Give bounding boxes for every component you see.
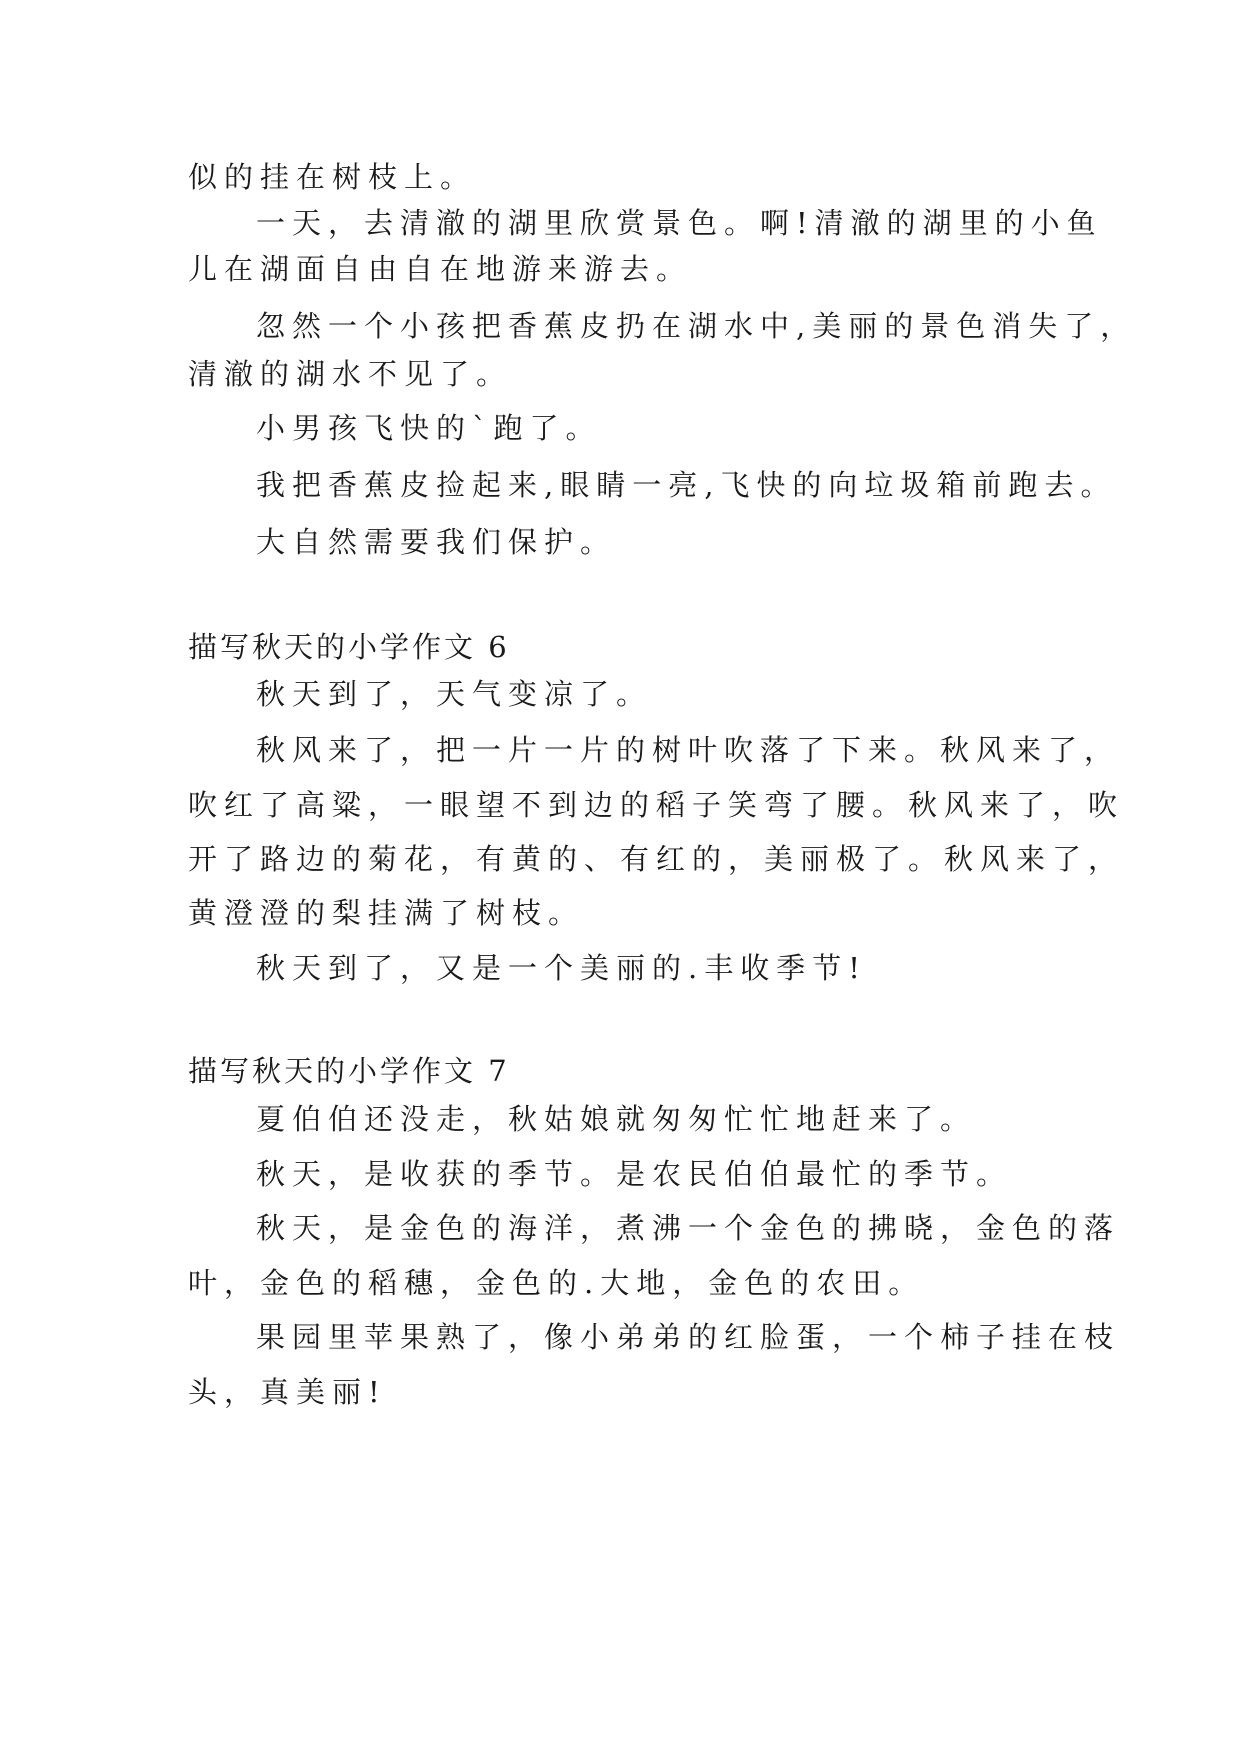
section-heading: 描写秋天的小学作文 7: [188, 1054, 510, 1088]
text-line: 大自然需要我们保护。: [256, 525, 617, 559]
text-line: 叶，金色的稻穗，金色的.大地，金色的农田。: [188, 1266, 925, 1300]
text-line: 似的挂在树枝上。: [188, 160, 477, 194]
text-line: 秋天到了，又是一个美丽的.丰收季节!: [256, 951, 867, 985]
text-line: 清澈的湖水不见了。: [188, 357, 513, 391]
text-line: 果园里苹果熟了，像小弟弟的红脸蛋，一个柿子挂在枝: [256, 1320, 1121, 1354]
text-line: 秋天，是金色的海洋，煮沸一个金色的拂晓，金色的落: [256, 1211, 1121, 1245]
text-line: 头，真美丽!: [188, 1375, 387, 1409]
text-line: 小男孩飞快的`跑了。: [256, 411, 602, 445]
text-line: 一天，去清澈的湖里欣赏景色。啊!清澈的湖里的小鱼: [256, 206, 1103, 240]
text-line: 我把香蕉皮捡起来,眼睛一亮,飞快的向垃圾箱前跑去。: [256, 468, 1117, 502]
section-heading: 描写秋天的小学作文 6: [188, 630, 510, 664]
text-line: 开了路边的菊花，有黄的、有红的，美丽极了。秋风来了，: [188, 842, 1125, 876]
text-line: 儿在湖面自由自在地游来游去。: [188, 252, 693, 286]
text-line: 吹红了高粱，一眼望不到边的稻子笑弯了腰。秋风来了，吹: [188, 788, 1125, 822]
text-line: 夏伯伯还没走，秋姑娘就匆匆忙忙地赶来了。: [256, 1102, 977, 1136]
text-line: 秋天到了，天气变凉了。: [256, 677, 653, 711]
text-line: 忽然一个小孩把香蕉皮扔在湖水中,美丽的景色消失了，: [256, 309, 1137, 343]
text-line: 秋风来了，把一片一片的树叶吹落了下来。秋风来了，: [256, 733, 1121, 767]
text-line: 秋天，是收获的季节。是农民伯伯最忙的季节。: [256, 1157, 1013, 1191]
text-line: 黄澄澄的梨挂满了树枝。: [188, 896, 585, 930]
